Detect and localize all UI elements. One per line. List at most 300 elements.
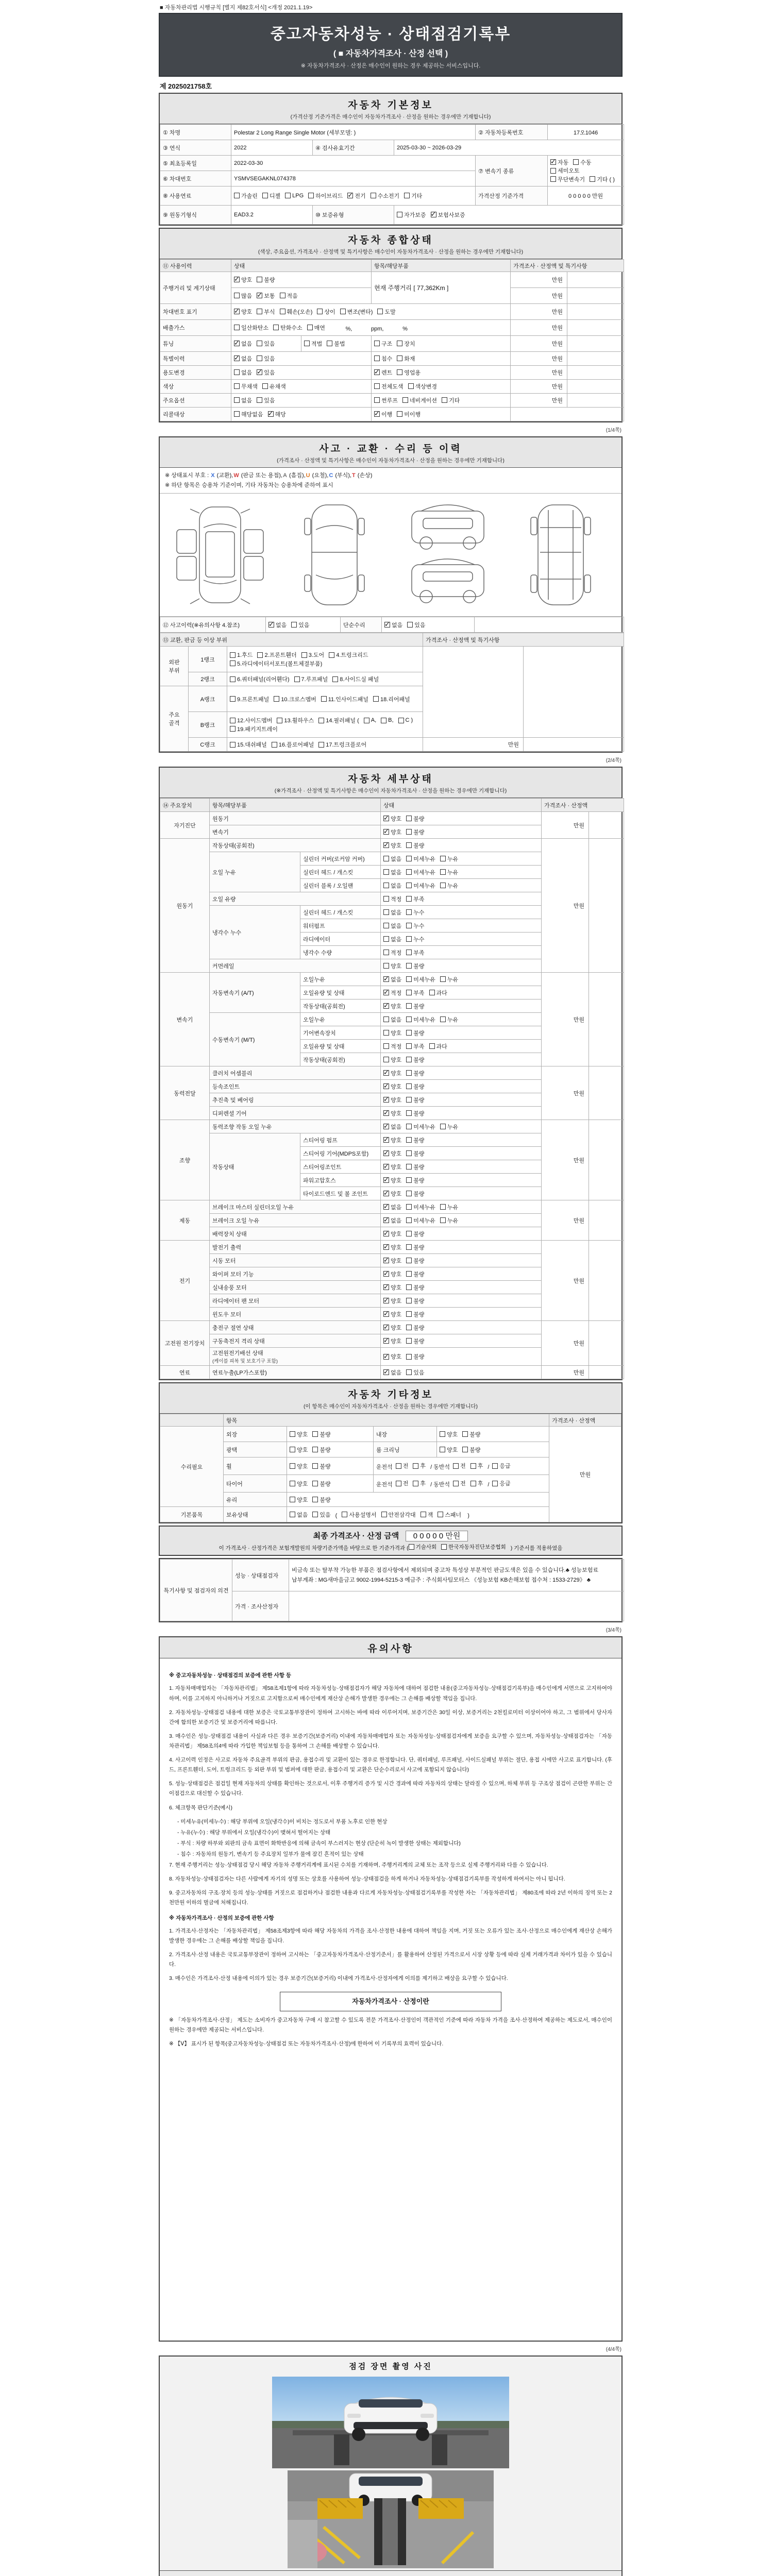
- unchecked-checkbox-icon[interactable]: [290, 1512, 295, 1517]
- checkbox-option[interactable]: 양호: [290, 1462, 308, 1470]
- checkbox-option[interactable]: ✓ 양호: [383, 1176, 401, 1184]
- checkbox-option[interactable]: 9.프론트패널: [230, 695, 269, 703]
- unchecked-checkbox-icon[interactable]: [397, 341, 402, 346]
- unchecked-checkbox-icon[interactable]: [234, 411, 240, 417]
- checked-checkbox-icon[interactable]: [383, 1284, 389, 1290]
- checkbox-option[interactable]: 15.대쉬패널: [230, 740, 267, 749]
- checked-checkbox-icon[interactable]: [383, 816, 389, 821]
- checkbox-option[interactable]: 불량: [406, 1029, 424, 1037]
- checked-checkbox-icon[interactable]: [383, 1244, 389, 1250]
- unchecked-checkbox-icon[interactable]: [383, 909, 389, 915]
- unchecked-checkbox-icon[interactable]: [440, 1447, 445, 1452]
- checkbox-option[interactable]: 불량: [406, 1002, 424, 1010]
- checkbox-option[interactable]: 양호: [440, 1430, 458, 1438]
- checked-checkbox-icon[interactable]: [383, 1191, 389, 1196]
- checkbox-option[interactable]: 누유: [440, 975, 458, 984]
- checkbox-option[interactable]: ✓ 양호: [383, 828, 401, 836]
- checkbox-option[interactable]: 18.리어패널: [373, 695, 410, 703]
- checkbox-option[interactable]: 적정: [383, 895, 401, 903]
- checkbox-option[interactable]: 불량: [312, 1480, 330, 1488]
- checkbox-option[interactable]: ✓ 양호: [383, 1096, 401, 1104]
- checkbox-option[interactable]: ✓ 양호: [383, 1082, 401, 1091]
- checkbox-option[interactable]: ✓ 양호: [234, 308, 252, 316]
- unchecked-checkbox-icon[interactable]: [397, 411, 402, 417]
- checkbox-option[interactable]: 16.플로어패널: [272, 740, 314, 749]
- checkbox-option[interactable]: 부족: [406, 895, 424, 903]
- checkbox-option[interactable]: ✓ 이행: [374, 410, 392, 418]
- unchecked-checkbox-icon[interactable]: [342, 1512, 347, 1517]
- unchecked-checkbox-icon[interactable]: [290, 1447, 295, 1452]
- checkbox-option[interactable]: 해당없음: [234, 410, 263, 418]
- checkbox-option[interactable]: 6.쿼터패널(리어휀다): [230, 675, 290, 683]
- checkbox-option[interactable]: 2.프론트휀더: [257, 651, 296, 659]
- unchecked-checkbox-icon[interactable]: [406, 1043, 412, 1049]
- checkbox-option[interactable]: 누유: [440, 1203, 458, 1211]
- checkbox-option[interactable]: ✓ 있음: [257, 368, 275, 377]
- checkbox-option[interactable]: 불량: [406, 1257, 424, 1265]
- unchecked-checkbox-icon[interactable]: [397, 212, 402, 217]
- unchecked-checkbox-icon[interactable]: [230, 660, 236, 666]
- unchecked-checkbox-icon[interactable]: [406, 1284, 412, 1290]
- checkbox-option[interactable]: ✓ 양호: [383, 815, 401, 823]
- checkbox-option[interactable]: ✓ 양호: [383, 1337, 401, 1345]
- unchecked-checkbox-icon[interactable]: [290, 1431, 295, 1437]
- checkbox-option[interactable]: 도말: [377, 308, 395, 316]
- unchecked-checkbox-icon[interactable]: [230, 652, 236, 658]
- checkbox-option[interactable]: 없음: [383, 908, 401, 917]
- unchecked-checkbox-icon[interactable]: [406, 1369, 412, 1375]
- unchecked-checkbox-icon[interactable]: [398, 718, 404, 723]
- unchecked-checkbox-icon[interactable]: [257, 355, 262, 361]
- checkbox-option[interactable]: ✓ 양호: [383, 1243, 401, 1251]
- checkbox-option[interactable]: 기타 ( ): [590, 175, 615, 183]
- checked-checkbox-icon[interactable]: [374, 369, 380, 375]
- unchecked-checkbox-icon[interactable]: [383, 856, 389, 861]
- unchecked-checkbox-icon[interactable]: [406, 1150, 412, 1156]
- unchecked-checkbox-icon[interactable]: [383, 963, 389, 969]
- unchecked-checkbox-icon[interactable]: [406, 1016, 412, 1022]
- checkbox-option[interactable]: 없음: [383, 855, 401, 863]
- checkbox-option[interactable]: 과다: [429, 989, 447, 997]
- unchecked-checkbox-icon[interactable]: [453, 1481, 459, 1486]
- unchecked-checkbox-icon[interactable]: [234, 293, 240, 298]
- checkbox-option[interactable]: ✓ 자동: [550, 158, 568, 166]
- checked-checkbox-icon[interactable]: [383, 1369, 389, 1375]
- checkbox-option[interactable]: 세미오토: [550, 166, 580, 175]
- checked-checkbox-icon[interactable]: [383, 1070, 389, 1076]
- checkbox-option[interactable]: 한국자동차진단보증협회: [441, 1543, 506, 1551]
- checkbox-option[interactable]: 수소전기: [371, 192, 400, 200]
- checkbox-option[interactable]: 양호: [383, 1056, 401, 1064]
- checkbox-option[interactable]: 불량: [406, 1310, 424, 1318]
- checkbox-option[interactable]: ✓ 양호: [383, 1190, 401, 1198]
- checkbox-option[interactable]: 불량: [406, 1176, 424, 1184]
- checkbox-option[interactable]: 화재: [397, 354, 415, 363]
- checkbox-option[interactable]: ✓ 없음: [383, 1203, 401, 1211]
- checkbox-option[interactable]: 색상변경: [408, 382, 438, 391]
- unchecked-checkbox-icon[interactable]: [381, 1512, 387, 1517]
- checkbox-option[interactable]: 있음: [257, 340, 275, 348]
- checkbox-option[interactable]: 누유: [440, 1216, 458, 1225]
- unchecked-checkbox-icon[interactable]: [317, 309, 323, 314]
- unchecked-checkbox-icon[interactable]: [332, 676, 338, 682]
- unchecked-checkbox-icon[interactable]: [406, 1070, 412, 1076]
- checked-checkbox-icon[interactable]: [383, 842, 389, 848]
- checkbox-option[interactable]: 없음: [383, 935, 401, 943]
- unchecked-checkbox-icon[interactable]: [406, 1338, 412, 1344]
- checkbox-option[interactable]: ✓ 양호: [383, 1324, 401, 1332]
- checkbox-option[interactable]: ✓ 양호: [383, 1283, 401, 1292]
- unchecked-checkbox-icon[interactable]: [377, 309, 383, 314]
- unchecked-checkbox-icon[interactable]: [371, 193, 376, 198]
- unchecked-checkbox-icon[interactable]: [321, 696, 327, 702]
- unchecked-checkbox-icon[interactable]: [383, 883, 389, 888]
- unchecked-checkbox-icon[interactable]: [312, 1481, 318, 1486]
- checkbox-option[interactable]: 불량: [406, 1109, 424, 1117]
- unchecked-checkbox-icon[interactable]: [413, 1463, 418, 1469]
- checkbox-option[interactable]: 적음: [280, 292, 298, 300]
- checkbox-option[interactable]: 침수: [374, 354, 392, 363]
- checkbox-option[interactable]: 적정: [383, 1042, 401, 1050]
- unchecked-checkbox-icon[interactable]: [257, 652, 263, 658]
- checkbox-option[interactable]: 누유: [440, 868, 458, 876]
- checkbox-option[interactable]: 미세누유: [406, 1123, 435, 1131]
- checkbox-option[interactable]: 불량: [406, 1069, 424, 1077]
- unchecked-checkbox-icon[interactable]: [406, 816, 412, 821]
- checkbox-option[interactable]: 양호: [290, 1430, 308, 1438]
- unchecked-checkbox-icon[interactable]: [406, 1325, 412, 1330]
- unchecked-checkbox-icon[interactable]: [406, 1271, 412, 1277]
- unchecked-checkbox-icon[interactable]: [257, 277, 262, 282]
- checkbox-option[interactable]: 없음: [234, 368, 252, 377]
- checkbox-option[interactable]: B,: [381, 717, 393, 723]
- checkbox-option[interactable]: 불량: [462, 1430, 480, 1438]
- unchecked-checkbox-icon[interactable]: [429, 990, 435, 995]
- checked-checkbox-icon[interactable]: [257, 293, 262, 298]
- unchecked-checkbox-icon[interactable]: [406, 1124, 412, 1129]
- unchecked-checkbox-icon[interactable]: [406, 1204, 412, 1210]
- checkbox-option[interactable]: 미세누유: [406, 1015, 435, 1024]
- checkbox-option[interactable]: ✓ 없음: [383, 1216, 401, 1225]
- checkbox-option[interactable]: 있음: [312, 1511, 330, 1519]
- unchecked-checkbox-icon[interactable]: [397, 369, 402, 375]
- unchecked-checkbox-icon[interactable]: [406, 909, 412, 915]
- unchecked-checkbox-icon[interactable]: [290, 1497, 295, 1502]
- unchecked-checkbox-icon[interactable]: [406, 1298, 412, 1303]
- checkbox-option[interactable]: 불량: [406, 1352, 424, 1361]
- checkbox-option[interactable]: 후: [470, 1479, 483, 1487]
- checked-checkbox-icon[interactable]: [374, 411, 380, 417]
- checkbox-option[interactable]: ✓ 없음: [234, 354, 252, 363]
- checkbox-option[interactable]: 부족: [406, 948, 424, 957]
- checkbox-option[interactable]: 17.트렁크플로어: [318, 740, 366, 749]
- checkbox-option[interactable]: 부족: [406, 1042, 424, 1050]
- checked-checkbox-icon[interactable]: [383, 1164, 389, 1170]
- checkbox-option[interactable]: 후: [413, 1462, 426, 1470]
- checkbox-option[interactable]: 있음: [407, 621, 425, 629]
- unchecked-checkbox-icon[interactable]: [234, 325, 240, 330]
- unchecked-checkbox-icon[interactable]: [406, 1083, 412, 1089]
- checkbox-option[interactable]: 불량: [406, 1297, 424, 1305]
- checkbox-option[interactable]: 미세누유: [406, 1203, 435, 1211]
- checkbox-option[interactable]: 누유: [440, 855, 458, 863]
- checkbox-option[interactable]: ✓ 양호: [383, 1270, 401, 1278]
- unchecked-checkbox-icon[interactable]: [273, 325, 279, 330]
- checked-checkbox-icon[interactable]: [431, 212, 436, 217]
- checkbox-option[interactable]: ✓ 양호: [383, 1109, 401, 1117]
- unchecked-checkbox-icon[interactable]: [550, 168, 556, 174]
- checkbox-option[interactable]: ✓ 적정: [383, 989, 401, 997]
- checkbox-option[interactable]: ✓ 양호: [234, 276, 252, 284]
- unchecked-checkbox-icon[interactable]: [406, 869, 412, 875]
- unchecked-checkbox-icon[interactable]: [290, 1481, 295, 1486]
- checked-checkbox-icon[interactable]: [383, 1150, 389, 1156]
- checkbox-option[interactable]: 7.루프패널: [294, 675, 328, 683]
- unchecked-checkbox-icon[interactable]: [550, 176, 556, 182]
- checkbox-option[interactable]: 후: [413, 1479, 426, 1487]
- checkbox-option[interactable]: 썬루프: [374, 396, 398, 404]
- unchecked-checkbox-icon[interactable]: [383, 1016, 389, 1022]
- checked-checkbox-icon[interactable]: [384, 622, 390, 628]
- unchecked-checkbox-icon[interactable]: [492, 1481, 498, 1486]
- unchecked-checkbox-icon[interactable]: [234, 397, 240, 403]
- unchecked-checkbox-icon[interactable]: [470, 1463, 476, 1469]
- unchecked-checkbox-icon[interactable]: [590, 176, 595, 182]
- unchecked-checkbox-icon[interactable]: [340, 309, 346, 314]
- checkbox-option[interactable]: 불량: [406, 828, 424, 836]
- unchecked-checkbox-icon[interactable]: [421, 1512, 426, 1517]
- checkbox-option[interactable]: 누유: [440, 1123, 458, 1131]
- checkbox-option[interactable]: 누수: [406, 922, 424, 930]
- checkbox-option[interactable]: 12.사이드멤버: [230, 716, 272, 724]
- checkbox-option[interactable]: ✓ 보험사보증: [431, 211, 465, 219]
- checkbox-option[interactable]: 적법: [304, 340, 322, 348]
- checked-checkbox-icon[interactable]: [234, 309, 240, 314]
- checkbox-option[interactable]: 네비게이션: [402, 396, 437, 404]
- checkbox-option[interactable]: 매연: [307, 324, 325, 332]
- unchecked-checkbox-icon[interactable]: [230, 742, 236, 748]
- checked-checkbox-icon[interactable]: [383, 1097, 389, 1103]
- unchecked-checkbox-icon[interactable]: [374, 397, 380, 403]
- unchecked-checkbox-icon[interactable]: [440, 1217, 446, 1223]
- checkbox-option[interactable]: 디젤: [262, 192, 280, 200]
- unchecked-checkbox-icon[interactable]: [406, 856, 412, 861]
- checkbox-option[interactable]: 일산화탄소: [234, 324, 268, 332]
- unchecked-checkbox-icon[interactable]: [406, 923, 412, 928]
- checkbox-option[interactable]: 1.후드: [230, 651, 253, 659]
- checkbox-option[interactable]: 부족: [406, 989, 424, 997]
- unchecked-checkbox-icon[interactable]: [373, 696, 379, 702]
- checkbox-option[interactable]: 불량: [462, 1446, 480, 1454]
- unchecked-checkbox-icon[interactable]: [438, 1512, 443, 1517]
- unchecked-checkbox-icon[interactable]: [441, 1544, 447, 1550]
- checked-checkbox-icon[interactable]: [383, 1124, 389, 1129]
- unchecked-checkbox-icon[interactable]: [318, 718, 324, 723]
- unchecked-checkbox-icon[interactable]: [413, 1481, 418, 1486]
- unchecked-checkbox-icon[interactable]: [374, 355, 380, 361]
- unchecked-checkbox-icon[interactable]: [307, 325, 313, 330]
- checkbox-option[interactable]: 불량: [406, 1270, 424, 1278]
- checkbox-option[interactable]: 무채색: [234, 382, 258, 391]
- unchecked-checkbox-icon[interactable]: [406, 963, 412, 969]
- checkbox-option[interactable]: 불량: [312, 1496, 330, 1504]
- unchecked-checkbox-icon[interactable]: [406, 1164, 412, 1170]
- unchecked-checkbox-icon[interactable]: [404, 193, 410, 198]
- checkbox-option[interactable]: 없음: [383, 922, 401, 930]
- unchecked-checkbox-icon[interactable]: [234, 383, 240, 389]
- checkbox-option[interactable]: ✓ 전기: [347, 192, 365, 200]
- checkbox-option[interactable]: ✓ 양호: [383, 1163, 401, 1171]
- unchecked-checkbox-icon[interactable]: [272, 742, 277, 748]
- unchecked-checkbox-icon[interactable]: [440, 1204, 446, 1210]
- unchecked-checkbox-icon[interactable]: [257, 309, 262, 314]
- checkbox-option[interactable]: 불량: [406, 1324, 424, 1332]
- checkbox-option[interactable]: 14.필러패널 (: [318, 716, 359, 724]
- unchecked-checkbox-icon[interactable]: [318, 742, 324, 748]
- unchecked-checkbox-icon[interactable]: [312, 1431, 318, 1437]
- unchecked-checkbox-icon[interactable]: [406, 1137, 412, 1143]
- checkbox-option[interactable]: 4.트렁크리드: [329, 651, 368, 659]
- checked-checkbox-icon[interactable]: [257, 369, 262, 375]
- checkbox-option[interactable]: 양호: [290, 1496, 308, 1504]
- checkbox-option[interactable]: 누수: [406, 908, 424, 917]
- unchecked-checkbox-icon[interactable]: [301, 652, 307, 658]
- unchecked-checkbox-icon[interactable]: [440, 856, 446, 861]
- checkbox-option[interactable]: 훼손(오손): [280, 308, 313, 316]
- unchecked-checkbox-icon[interactable]: [230, 676, 236, 682]
- unchecked-checkbox-icon[interactable]: [312, 1463, 318, 1469]
- checked-checkbox-icon[interactable]: [268, 622, 274, 628]
- checkbox-option[interactable]: ✓ 양호: [383, 1149, 401, 1158]
- checked-checkbox-icon[interactable]: [550, 159, 556, 165]
- unchecked-checkbox-icon[interactable]: [429, 1043, 435, 1049]
- unchecked-checkbox-icon[interactable]: [409, 1544, 414, 1550]
- checkbox-option[interactable]: 없음: [383, 1015, 401, 1024]
- checkbox-option[interactable]: 불량: [406, 1149, 424, 1158]
- checkbox-option[interactable]: 8.사이드실 패널: [332, 675, 379, 683]
- checkbox-option[interactable]: 불량: [406, 1096, 424, 1104]
- checkbox-option[interactable]: ✓ 양호: [383, 1352, 401, 1361]
- unchecked-checkbox-icon[interactable]: [312, 1497, 318, 1502]
- unchecked-checkbox-icon[interactable]: [383, 1043, 389, 1049]
- checked-checkbox-icon[interactable]: [383, 1204, 389, 1210]
- unchecked-checkbox-icon[interactable]: [230, 718, 236, 723]
- checkbox-option[interactable]: 미세누유: [406, 1216, 435, 1225]
- checkbox-option[interactable]: LPG: [285, 193, 304, 199]
- checkbox-option[interactable]: 응급: [492, 1479, 510, 1487]
- unchecked-checkbox-icon[interactable]: [453, 1463, 459, 1469]
- unchecked-checkbox-icon[interactable]: [383, 1057, 389, 1062]
- checkbox-option[interactable]: ✓ 양호: [383, 1230, 401, 1238]
- checkbox-option[interactable]: 안전삼각대: [381, 1511, 416, 1519]
- unchecked-checkbox-icon[interactable]: [291, 622, 297, 628]
- unchecked-checkbox-icon[interactable]: [312, 1447, 318, 1452]
- checkbox-option[interactable]: 과다: [429, 1042, 447, 1050]
- unchecked-checkbox-icon[interactable]: [406, 1057, 412, 1062]
- checkbox-option[interactable]: 기술사회: [409, 1543, 437, 1551]
- checkbox-option[interactable]: ✓ 없음: [234, 340, 252, 348]
- checkbox-option[interactable]: 양호: [290, 1446, 308, 1454]
- checkbox-option[interactable]: 불량: [406, 815, 424, 823]
- checkbox-option[interactable]: 불량: [257, 276, 275, 284]
- unchecked-checkbox-icon[interactable]: [230, 696, 236, 702]
- unchecked-checkbox-icon[interactable]: [406, 1097, 412, 1103]
- checkbox-option[interactable]: 변조(변타): [340, 308, 373, 316]
- checkbox-option[interactable]: 미이행: [397, 410, 421, 418]
- checkbox-option[interactable]: 불량: [312, 1446, 330, 1454]
- checked-checkbox-icon[interactable]: [383, 1110, 389, 1116]
- checkbox-option[interactable]: 구조: [374, 340, 392, 348]
- unchecked-checkbox-icon[interactable]: [262, 383, 268, 389]
- unchecked-checkbox-icon[interactable]: [285, 193, 291, 198]
- unchecked-checkbox-icon[interactable]: [408, 383, 414, 389]
- checkbox-option[interactable]: ✓ 양호: [383, 1257, 401, 1265]
- unchecked-checkbox-icon[interactable]: [277, 718, 282, 723]
- checkbox-option[interactable]: 미세누유: [406, 882, 435, 890]
- checkbox-option[interactable]: 미세누유: [406, 855, 435, 863]
- unchecked-checkbox-icon[interactable]: [234, 193, 240, 198]
- checkbox-option[interactable]: 누유: [440, 882, 458, 890]
- checkbox-option[interactable]: 불량: [406, 1243, 424, 1251]
- unchecked-checkbox-icon[interactable]: [406, 976, 412, 982]
- unchecked-checkbox-icon[interactable]: [383, 950, 389, 955]
- checkbox-option[interactable]: ✓ 없음: [383, 1368, 401, 1377]
- checkbox-option[interactable]: ✓ 양호: [383, 1297, 401, 1305]
- unchecked-checkbox-icon[interactable]: [440, 1124, 446, 1129]
- checkbox-option[interactable]: 전: [453, 1479, 466, 1487]
- unchecked-checkbox-icon[interactable]: [442, 397, 447, 403]
- unchecked-checkbox-icon[interactable]: [462, 1431, 468, 1437]
- checkbox-option[interactable]: 유채색: [262, 382, 286, 391]
- unchecked-checkbox-icon[interactable]: [440, 1016, 446, 1022]
- unchecked-checkbox-icon[interactable]: [280, 309, 285, 314]
- checkbox-option[interactable]: ✓ 렌트: [374, 368, 392, 377]
- checkbox-option[interactable]: 전: [396, 1479, 409, 1487]
- checkbox-option[interactable]: A,: [364, 717, 376, 723]
- unchecked-checkbox-icon[interactable]: [308, 193, 314, 198]
- checked-checkbox-icon[interactable]: [234, 277, 240, 282]
- checked-checkbox-icon[interactable]: [234, 341, 240, 346]
- checkbox-option[interactable]: 양호: [383, 962, 401, 970]
- checkbox-option[interactable]: 11.인사이드패널: [321, 695, 368, 703]
- checked-checkbox-icon[interactable]: [383, 829, 389, 835]
- checkbox-option[interactable]: 기타: [404, 192, 422, 200]
- unchecked-checkbox-icon[interactable]: [440, 883, 446, 888]
- checkbox-option[interactable]: ✓ 양호: [383, 1069, 401, 1077]
- checkbox-option[interactable]: 후: [470, 1462, 483, 1470]
- unchecked-checkbox-icon[interactable]: [406, 1354, 412, 1360]
- unchecked-checkbox-icon[interactable]: [280, 293, 285, 298]
- checked-checkbox-icon[interactable]: [383, 1338, 389, 1344]
- unchecked-checkbox-icon[interactable]: [406, 936, 412, 942]
- checkbox-option[interactable]: ✓ 없음: [383, 975, 401, 984]
- checkbox-option[interactable]: ✓ 없음: [383, 1123, 401, 1131]
- checkbox-option[interactable]: 불량: [406, 1056, 424, 1064]
- checked-checkbox-icon[interactable]: [383, 1177, 389, 1183]
- unchecked-checkbox-icon[interactable]: [230, 726, 236, 732]
- unchecked-checkbox-icon[interactable]: [406, 1244, 412, 1250]
- checked-checkbox-icon[interactable]: [383, 1298, 389, 1303]
- unchecked-checkbox-icon[interactable]: [327, 341, 332, 346]
- unchecked-checkbox-icon[interactable]: [440, 1431, 445, 1437]
- checkbox-option[interactable]: ✓ 양호: [383, 1002, 401, 1010]
- checkbox-option[interactable]: 하이브리드: [308, 192, 343, 200]
- unchecked-checkbox-icon[interactable]: [364, 718, 369, 723]
- unchecked-checkbox-icon[interactable]: [383, 896, 389, 902]
- checked-checkbox-icon[interactable]: [383, 990, 389, 995]
- checkbox-option[interactable]: ✓ 양호: [383, 1136, 401, 1144]
- unchecked-checkbox-icon[interactable]: [406, 1191, 412, 1196]
